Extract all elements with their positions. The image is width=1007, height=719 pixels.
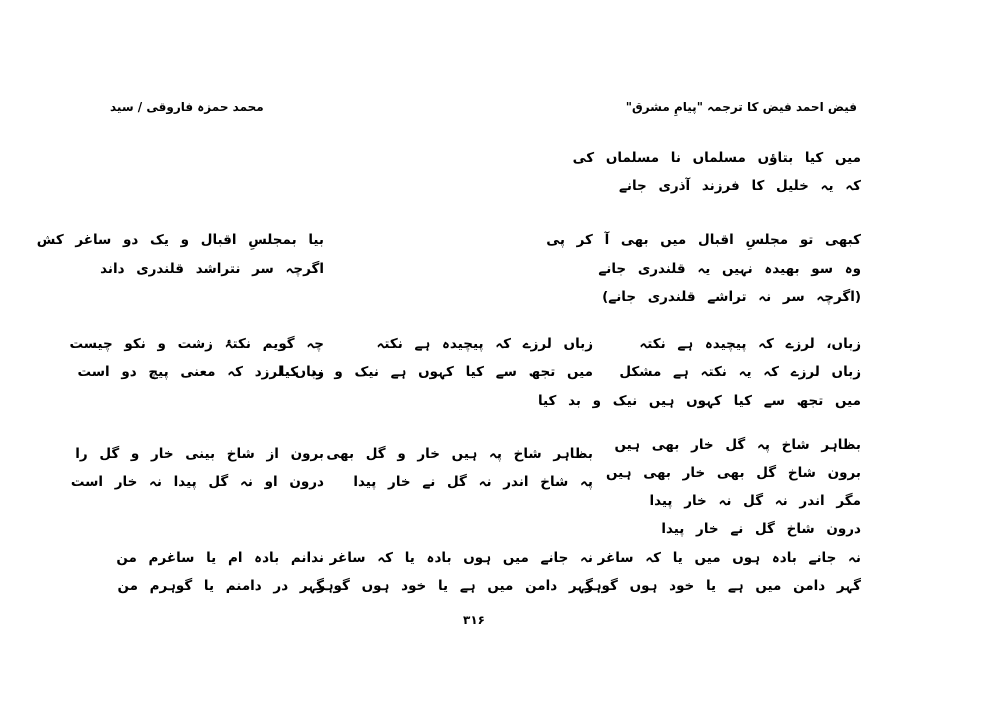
verse-line: میں تجھ سے کیا کہوں ہیں نیک و بد کیا <box>537 393 861 409</box>
verse-line: برون شاخ گل بھی خار بھی ہیں <box>606 465 861 481</box>
verse-line: مگر اندر نہ گل نہ خار پیدا <box>649 493 861 509</box>
verse-line: نہ جانے بادہ ہوں میں یا کہ ساغر <box>597 550 861 566</box>
verse-line: درون شاخ گل نے خار پیدا <box>661 521 861 537</box>
verse-line: گہر دامن میں ہے یا خود ہوں گوہر <box>317 578 593 594</box>
verse-line: زباں لرزے کہ پیچیدہ ہے نکتہ <box>376 336 593 352</box>
verse-line: اگرچہ سر نتراشد قلندری داند <box>100 261 324 277</box>
verse-line: درون او نہ گل پیدا نہ خار است <box>70 474 324 490</box>
verse-line: میں تجھ سے کیا کہوں ہے نیک و بد کیا <box>279 364 593 380</box>
verse-line: گہر در دامنم یا گوہرم من <box>117 578 324 594</box>
verse-line: وہ سو بھیدہ نہیں یہ قلندری جانے <box>598 261 861 277</box>
page-number: ۳۱۶ <box>463 613 485 627</box>
verse-line: کبھی تو مجلسِ اقبال میں بھی آ کر پی <box>546 232 861 248</box>
verse-line: چہ گویم نکتۂ زشت و نکو چیست <box>69 336 324 352</box>
verse-line: بظاہر شاخ پہ گل خار بھی ہیں <box>614 437 861 453</box>
verse-line: زباں لرزے کہ یہ نکتہ ہے مشکل <box>619 364 861 380</box>
page-header-author: محمد حمزہ فاروقی / سید <box>110 100 264 114</box>
verse-line: نہ جانے میں ہوں بادہ یا کہ ساغر <box>329 550 593 566</box>
verse-line: زباں، لرزے کہ پیچیدہ ہے نکتہ <box>639 336 861 352</box>
verse-line: ندانم بادہ ام یا ساغرم من <box>116 550 324 566</box>
verse-line: بظاہر شاخ پہ ہیں خار و گل بھی <box>326 446 593 462</box>
verse-line: زباں لرزد کہ معنی پیچ دو است <box>77 364 324 380</box>
verse-line: بیا بمجلسِ اقبال و یک دو ساغر کش <box>36 232 324 248</box>
verse-line: برون از شاخ بینی خار و گل را <box>75 446 324 462</box>
page-header-title: فیض احمد فیض کا ترجمہ "پیامِ مشرق" <box>625 100 857 114</box>
verse-line: کہ یہ خلیل کا فرزند آذری جانے <box>618 178 861 194</box>
verse-line: گہر دامن میں ہے یا خود ہوں گوہر <box>585 578 861 594</box>
verse-line: میں کیا بتاؤں مسلماں نا مسلماں کی <box>572 150 861 166</box>
verse-line: (اگرچہ سر نہ تراشے قلندری جانے) <box>602 289 861 305</box>
verse-line: پہ شاخ اندر نہ گل نے خار پیدا <box>353 474 593 490</box>
